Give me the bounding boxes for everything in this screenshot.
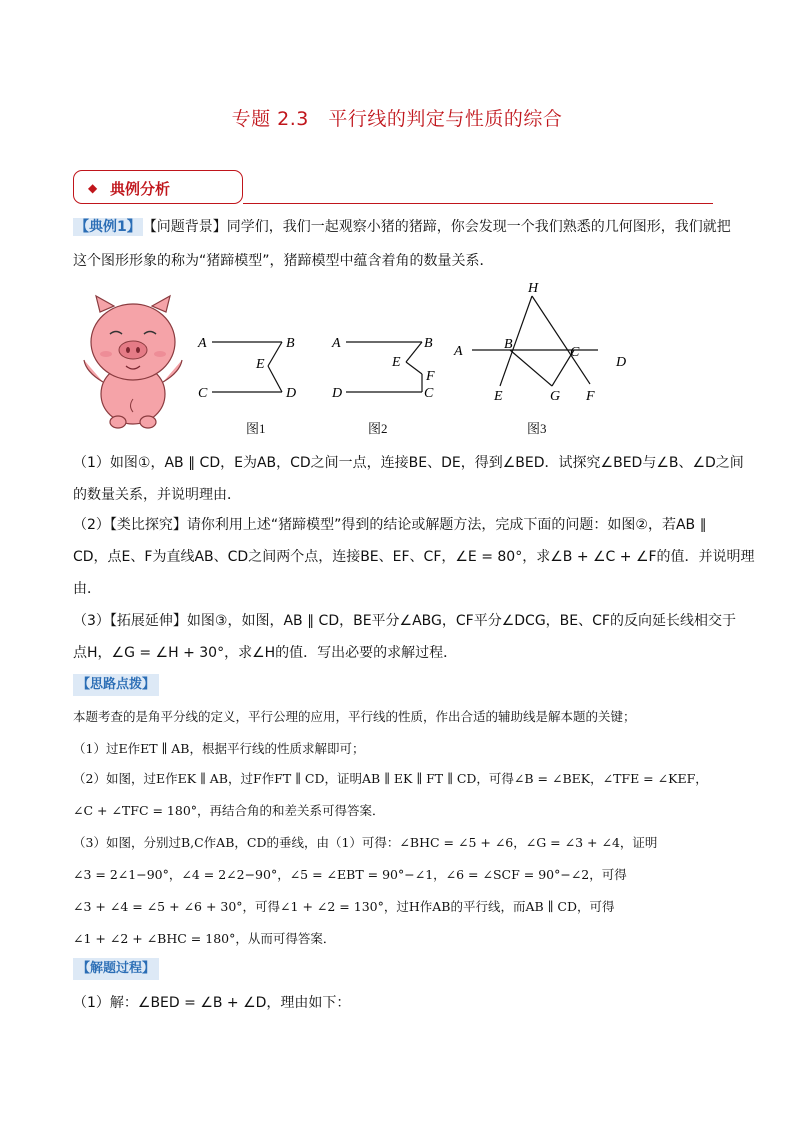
figure-3 (448, 278, 638, 408)
fig1-label-c: C (198, 386, 208, 401)
fig1-caption: 图1 (246, 421, 266, 436)
q1-line-2: 的数量关系，并说明理由． (73, 487, 241, 503)
q2-line-2: CD，点E、F为直线AB、CD之间两个点，连接BE、EF、CF，∠E = 80°，求∠B + ∠C + ∠F的值．并说明理 (73, 549, 755, 565)
q3-line-1: （3）【拓展延伸】如图③，如图，AB ∥ CD，BE平分∠ABG，CF平分∠DCG，BE、CF的反向延长线相交于 (73, 613, 736, 629)
solution-tag: 【解题过程】 (73, 958, 159, 980)
fig2-label-d: D (332, 386, 343, 401)
example-tag: 【典例1】 (75, 219, 141, 235)
example-text-1: 【问题背景】同学们，我们一起观察小猪的猪蹄，你会发现一个我们熟悉的几何图形，我们就把 (142, 219, 731, 235)
example-line-2: 这个图形形象的称为“猪蹄模型”，猪蹄模型中蕴含着角的数量关系． (73, 253, 494, 269)
solution-line-1: （1）解：∠BED = ∠B + ∠D，理由如下： (73, 995, 351, 1011)
fig3-label-h: H (528, 281, 539, 296)
fig2-label-c: C (424, 386, 434, 401)
section-divider (243, 203, 713, 204)
hint-line-1: 本题考查的是角平分线的定义，平行公理的应用，平行线的性质，作出合适的辅助线是解本题的关键； (73, 709, 636, 724)
fig3-label-g: G (550, 389, 561, 404)
fig1-label-e: E (256, 357, 265, 372)
fig3-label-c: C (570, 345, 580, 360)
hint-line-6: ∠3 = 2∠1−90°，∠4 = 2∠2−90°，∠5 = ∠EBT = 90°−∠1，∠6 = ∠SCF = 90°−∠2，可得 (73, 867, 627, 882)
hint-line-5: （3）如图，分别过B,C作AB，CD的垂线，由（1）可得：∠BHC = ∠5 + ∠6，∠G = ∠3 + ∠4，证明 (73, 835, 658, 850)
fig2-label-b: B (424, 336, 433, 351)
figure-1 (190, 328, 310, 408)
fig1-label-b: B (286, 336, 295, 351)
fig2-label-a: A (332, 336, 341, 351)
section-header-label: 典例分析 (110, 180, 171, 198)
fig3-label-b: B (504, 337, 513, 352)
fig3-label-a: A (454, 344, 463, 359)
fig3-label-e: E (494, 389, 503, 404)
example-line-1 (73, 218, 731, 236)
q1-line-1: （1）如图①，AB ∥ CD，E为AB，CD之间一点，连接BE、DE，得到∠BED．试探究∠BED与∠B、∠D之间 (73, 455, 744, 471)
fig2-label-e: E (392, 355, 401, 370)
fig2-label-f: F (426, 369, 435, 384)
hint-line-3: （2）如图，过E作EK ∥ AB，过F作FT ∥ CD，证明AB ∥ EK ∥ FT ∥ CD，可得∠B = ∠BEK，∠TFE = ∠KEF， (73, 771, 708, 786)
q3-line-2: 点H，∠G = ∠H + 30°，求∠H的值．写出必要的求解过程． (73, 645, 458, 661)
fig2-caption: 图2 (368, 421, 388, 436)
page-title: 专题 2.3 平行线的判定与性质的综合 (231, 108, 563, 130)
fig3-label-d: D (616, 355, 627, 370)
diamond-icon: ◆ (88, 181, 98, 195)
hint-line-4: ∠C + ∠TFC = 180°，再结合角的和差关系可得答案． (73, 803, 385, 818)
hint-line-7: ∠3 + ∠4 = ∠5 + ∠6 + 30°，可得∠1 + ∠2 = 130°，过H作AB的平行线，而AB ∥ CD，可得 (73, 899, 615, 914)
q2-line-3: 由． (73, 581, 101, 597)
fig1-label-a: A (198, 336, 207, 351)
pig-illustration (78, 294, 188, 434)
section-header (73, 170, 243, 204)
fig3-caption: 图3 (527, 421, 547, 436)
q2-line-1: （2）【类比探究】请你利用上述“猪蹄模型”得到的结论或解题方法，完成下面的问题：如图②，若AB ∥ (73, 517, 707, 533)
hint-tag: 【思路点拨】 (73, 674, 159, 696)
figure-2 (326, 328, 446, 408)
fig3-label-f: F (586, 389, 595, 404)
hint-line-2: （1）过E作ET ∥ AB，根据平行线的性质求解即可； (73, 741, 365, 756)
fig1-label-d: D (286, 386, 297, 401)
hint-line-8: ∠1 + ∠2 + ∠BHC = 180°，从而可得答案． (73, 931, 336, 946)
